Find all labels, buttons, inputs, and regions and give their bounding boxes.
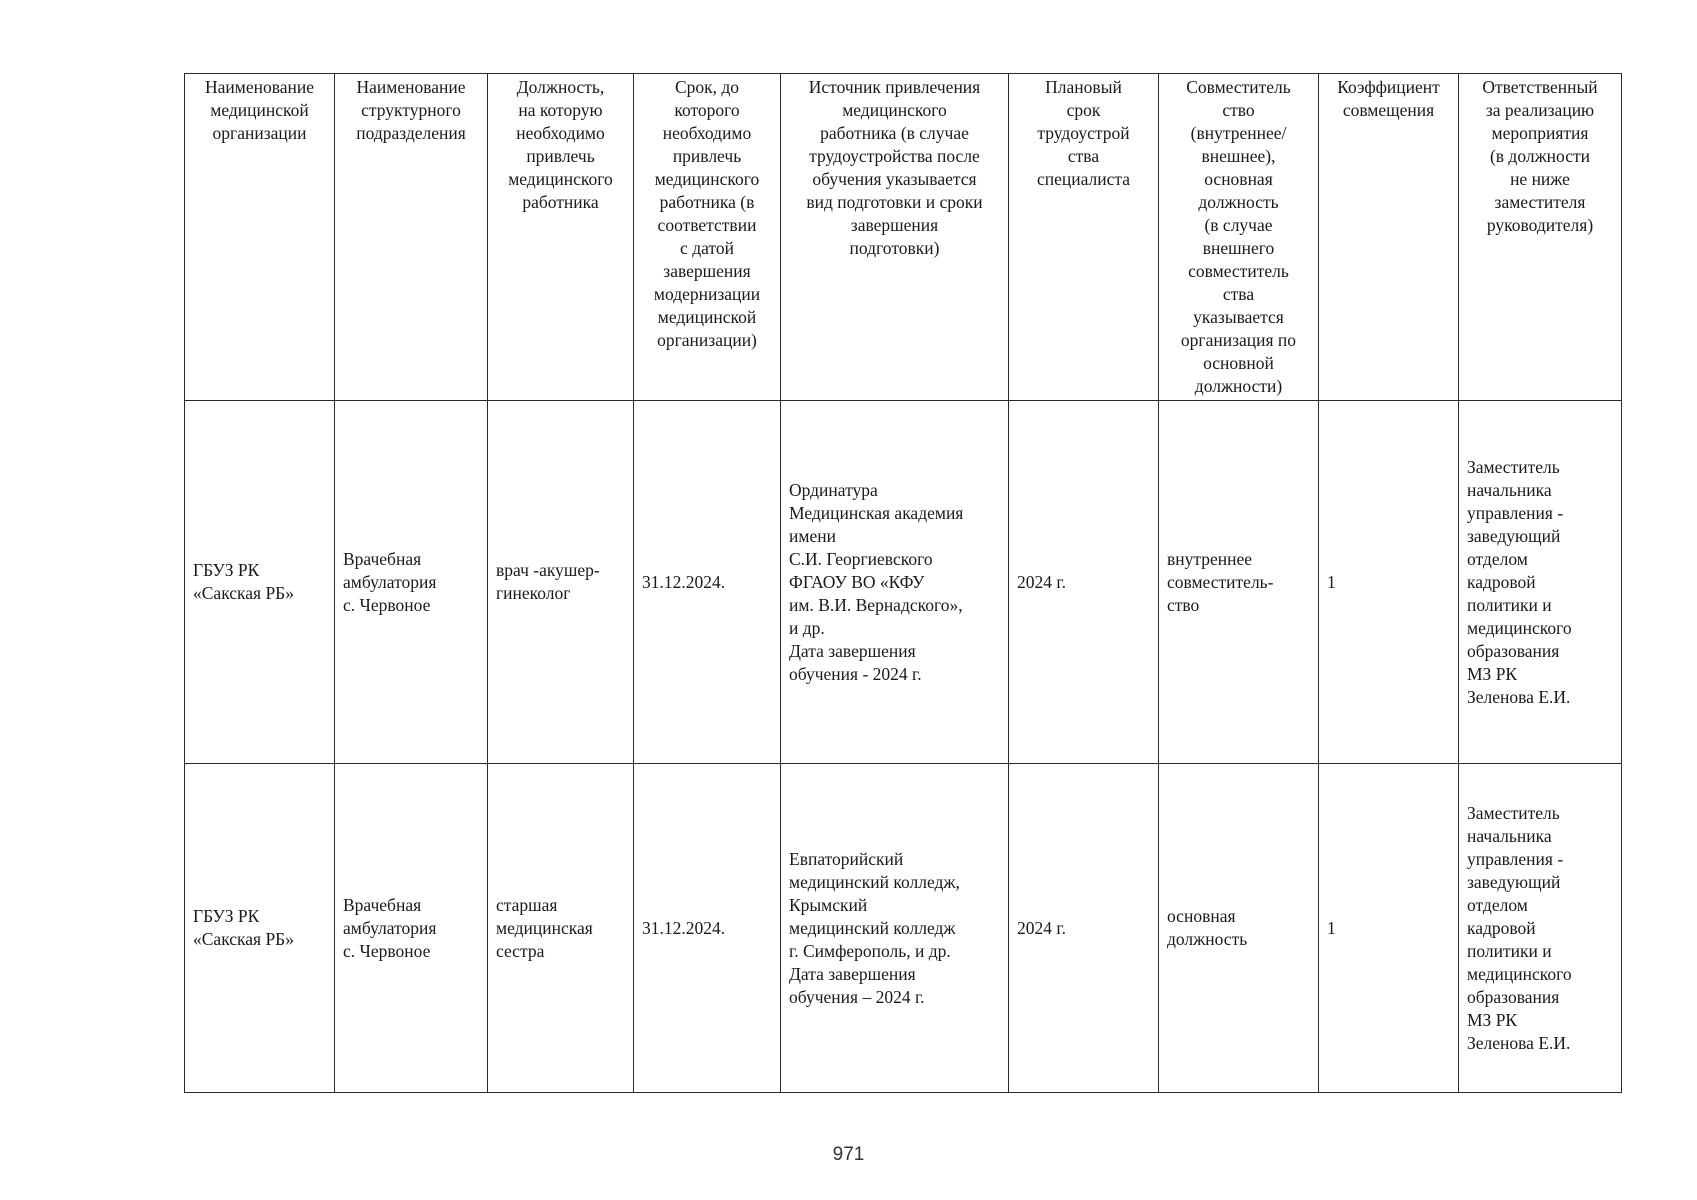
table-row: [185, 764, 1622, 1093]
cell-subdivision: Врачебная амбулатория с. Червоное: [335, 401, 488, 764]
header-responsible: Ответственный за реализацию мероприятия (в должности не ниже заместителя руководителя): [1459, 74, 1622, 401]
header-combination: Совместитель ство (внутреннее/ внешнее), основная должность (в случае внешнего совместитель ства указывается организация по основной должности): [1159, 74, 1319, 401]
cell-responsible: Заместитель начальника управления - заведующий отделом кадровой политики и медицинского образования МЗ РК Зеленова Е.И.: [1459, 401, 1622, 764]
cell-coefficient: 1: [1319, 401, 1459, 764]
cell-deadline: 31.12.2024.: [634, 401, 781, 764]
header-source: Источник привлечения медицинского работника (в случае трудоустройства после обучения указывается вид подготовки и сроки завершения подготовки): [781, 74, 1009, 401]
header-subdivision: Наименование структурного подразделения: [335, 74, 488, 401]
cell-position: врач -акушер- гинеколог: [488, 401, 634, 764]
table-header-row: [185, 74, 1622, 401]
page-number: 971: [832, 1144, 865, 1165]
cell-source: Евпаторийский медицинский колледж, Крымский медицинский колледж г. Симферополь, и др. Дата завершения обучения – 2024 г.: [781, 764, 1009, 1093]
cell-organization: ГБУЗ РК «Сакская РБ»: [185, 401, 335, 764]
header-coefficient: Коэффициент совмещения: [1319, 74, 1459, 401]
cell-subdivision: Врачебная амбулатория с. Червоное: [335, 764, 488, 1093]
cell-organization: ГБУЗ РК «Сакская РБ»: [185, 764, 335, 1093]
header-organization: Наименование медицинской организации: [185, 74, 335, 401]
cell-coefficient: 1: [1319, 764, 1459, 1093]
header-deadline: Срок, до которого необходимо привлечь медицинского работника (в соответствии с датой завершения модернизации медицинской организации): [634, 74, 781, 401]
cell-combination: основная должность: [1159, 764, 1319, 1093]
cell-deadline: 31.12.2024.: [634, 764, 781, 1093]
staffing-table: [184, 73, 1622, 1093]
cell-planned-term: 2024 г.: [1009, 764, 1159, 1093]
cell-planned-term: 2024 г.: [1009, 401, 1159, 764]
cell-source: Ординатура Медицинская академия имени С.И. Георгиевского ФГАОУ ВО «КФУ им. В.И. Вернадского», и др. Дата завершения обучения - 2024 г.: [781, 401, 1009, 764]
cell-combination: внутреннее совместитель- ство: [1159, 401, 1319, 764]
cell-responsible: Заместитель начальника управления - заведующий отделом кадровой политики и медицинского образования МЗ РК Зеленова Е.И.: [1459, 764, 1622, 1093]
table-row: [185, 401, 1622, 764]
cell-position: старшая медицинская сестра: [488, 764, 634, 1093]
header-position: Должность, на которую необходимо привлечь медицинского работника: [488, 74, 634, 401]
header-planned-term: Плановый срок трудоустрой ства специалиста: [1009, 74, 1159, 401]
